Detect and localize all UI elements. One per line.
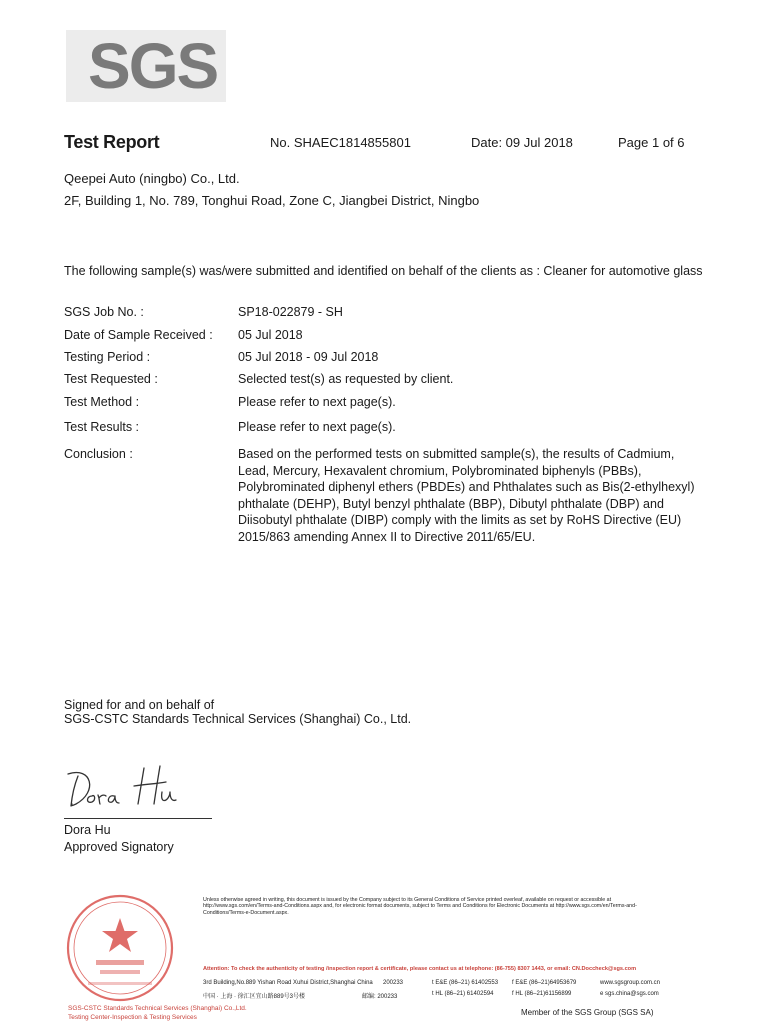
seal-caption-2: Testing Center-Inspection & Testing Services <box>68 1014 197 1021</box>
client-name: Qeepei Auto (ningbo) Co., Ltd. <box>64 171 240 186</box>
field-label-test-results: Test Results : <box>64 420 140 434</box>
zip-chinese: 邮编: 200233 <box>362 994 398 1000</box>
sgs-logo: SGS <box>88 30 218 102</box>
report-date: Date: 09 Jul 2018 <box>471 135 573 150</box>
field-label-conclusion: Conclusion : <box>64 447 133 461</box>
address-chinese: 中国 · 上海 · 徐汇区宜山路889号3号楼 <box>203 994 306 1000</box>
fax-2: f HL (86–21)61156899 <box>512 991 572 997</box>
seal-caption-1: SGS-CSTC Standards Technical Services (Shanghai) Co.,Ltd. <box>68 1005 247 1012</box>
field-label-test-requested: Test Requested : <box>64 372 158 386</box>
field-label-received: Date of Sample Received : <box>64 328 213 342</box>
field-label-testing-period: Testing Period : <box>64 350 151 364</box>
address-english: 3rd Building,No.889 Yishan Road Xuhui District,Shanghai China <box>203 980 373 986</box>
field-value-conclusion: Based on the performed tests on submitted sample(s), the results of Cadmium, Lead, Mercury, Hexavalent chromium, Polybrominated biphenyls (PBBs), Polybrominated diphenyl ethers (PBDEs) and Phthalates such as Bis(2-ethylhexyl) phthalate (DEHP), Butyl benzyl phthalate (BBP), Dibutyl phthalate (DBP) and Diisobutyl phthalate (DIBP) comply with the limits as set by RoHS Directive (EU) 2015/863 amending Annex II to Directive 2011/65/EU. <box>238 447 695 544</box>
email: e sgs.china@sgs.com <box>600 991 659 997</box>
field-value-received: 05 Jul 2018 <box>238 328 303 342</box>
terms-fine-print: Unless otherwise agreed in writing, this document is issued by the Company subject to its General Conditions of Service printed overleaf, available on request or accessible at http://www.sgs.com/en/Terms-and-Conditions.aspx and, for electronic format documents, subject to Terms and Conditions for Electronic Documents at http://www.sgs.com/en/Terms-and-Conditions/Terms-e-Document.aspx. <box>203 897 637 916</box>
signatory-title: Approved Signatory <box>64 840 174 854</box>
handwritten-signature <box>62 762 192 818</box>
telephone-1: t E&E (86–21) 61402553 <box>432 980 499 986</box>
report-number: No. SHAEC1814855801 <box>270 135 411 150</box>
signature-line <box>64 818 212 819</box>
signed-line-2: SGS-CSTC Standards Technical Services (Shanghai) Co., Ltd. <box>64 712 412 726</box>
field-label-job-no: SGS Job No. : <box>64 305 144 319</box>
intro-statement: The following sample(s) was/were submitted and identified on behalf of the clients as : Cleaner for automotive glass <box>64 264 703 278</box>
zip-english: 200233 <box>383 980 404 986</box>
field-value-job-no: SP18-022879 - SH <box>238 305 343 319</box>
field-value-testing-period: 05 Jul 2018 - 09 Jul 2018 <box>238 350 379 364</box>
signatory-name: Dora Hu <box>64 823 111 837</box>
field-value-test-results: Please refer to next page(s). <box>238 420 396 434</box>
member-statement: Member of the SGS Group (SGS SA) <box>521 1008 654 1017</box>
fax-1: f E&E (86–21)64953679 <box>512 980 577 986</box>
signed-line-1: Signed for and on behalf of <box>64 698 215 712</box>
field-value-test-method: Please refer to next page(s). <box>238 395 396 409</box>
report-title: Test Report <box>64 132 160 152</box>
authenticity-notice: Attention: To check the authenticity of testing /inspection report & certificate, please contact us at telephone: (86-755) 8307 1443, or email: CN.Doccheck@sgs.com <box>203 966 637 972</box>
field-value-test-requested: Selected test(s) as requested by client. <box>238 372 454 386</box>
page-indicator: Page 1 of 6 <box>618 135 685 150</box>
client-address: 2F, Building 1, No. 789, Tonghui Road, Zone C, Jiangbei District, Ningbo <box>64 193 480 208</box>
company-seal-stamp <box>66 890 186 1006</box>
field-label-test-method: Test Method : <box>64 395 140 409</box>
telephone-2: t HL (86–21) 61402594 <box>432 991 494 997</box>
website: www.sgsgroup.com.cn <box>600 980 661 986</box>
